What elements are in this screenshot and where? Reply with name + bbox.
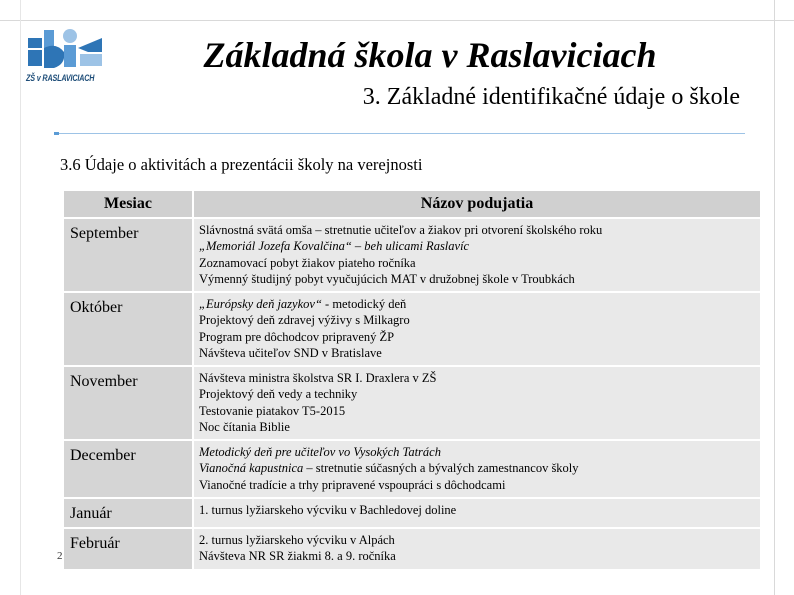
month-cell: Október — [63, 292, 193, 366]
month-cell: Január — [63, 498, 193, 528]
event-item: Metodický deň pre učiteľov vo Vysokých Tatrách — [199, 445, 441, 459]
event-item — [199, 296, 756, 312]
event-item: Testovanie piatakov T5-2015 — [199, 403, 346, 418]
event-item: Návšteva ministra školstva SR I. Draxlera v ZŠ — [199, 371, 437, 385]
month-cell: Február — [63, 528, 193, 570]
school-logo — [26, 28, 106, 90]
events-cell — [193, 440, 761, 498]
month-cell: November — [63, 366, 193, 440]
section-heading: 3.6 Údaje o aktivitách a prezentácii školy na verejnosti — [60, 155, 423, 174]
logo-icon — [26, 28, 106, 74]
event-item — [199, 460, 756, 476]
events-cell — [193, 498, 761, 528]
event-item: Návšteva učiteľov SND v Bratislave — [199, 345, 382, 360]
slide-frame-left — [20, 0, 21, 595]
events-cell — [193, 528, 761, 570]
table-header-row — [63, 190, 761, 218]
event-item: 1. turnus lyžiarskeho výcviku v Bachledovej doline — [199, 503, 457, 517]
event-item-suffix: – stretnutie súčasných a bývalých zamestnancov školy — [303, 461, 579, 476]
logo-text: ZŠ v RASLAVICIACH — [26, 73, 95, 83]
table-row-oktober — [63, 292, 761, 366]
table-row-januar — [63, 498, 761, 528]
event-item: „Memoriál Jozefa Kovalčina“ – beh ulicami Raslavíc — [199, 239, 470, 254]
event-item: Noc čítania Biblie — [199, 419, 290, 434]
event-item: Výmenný študijný pobyt vyučujúcich MAT v družobnej škole v Troubkách — [199, 271, 575, 286]
event-item: Projektový deň vedy a techniky — [199, 387, 358, 402]
event-item: Vianočné tradície a trhy pripravené vspoupráci s dôchodcami — [199, 477, 506, 492]
event-item: Zoznamovací pobyt žiakov piateho ročníka — [199, 255, 416, 270]
event-item: Návšteva NR SR žiakmi 8. a 9. ročníka — [199, 549, 396, 564]
column-header-event: Názov podujatia — [193, 190, 761, 218]
events-table — [62, 189, 762, 571]
table-row-september — [63, 218, 761, 292]
table-row-februar — [63, 528, 761, 570]
events-cell — [193, 366, 761, 440]
event-item: Program pre dôchodcov pripravený ŽP — [199, 329, 395, 344]
events-cell — [193, 292, 761, 366]
column-header-month: Mesiac — [63, 190, 193, 218]
table-row-december — [63, 440, 761, 498]
event-item-highlight: „Európsky deň jazykov“ — [199, 297, 322, 311]
event-item: 2. turnus lyžiarskeho výcviku v Alpách — [199, 533, 395, 547]
slide-frame-right — [774, 0, 775, 595]
header-divider — [55, 133, 745, 134]
slide-frame-top — [0, 0, 794, 21]
event-item-suffix: - metodický deň — [321, 297, 407, 311]
side-bullet: 2 — [57, 550, 63, 562]
event-item-highlight: Vianočná kapustnica — [199, 461, 304, 476]
events-cell — [193, 218, 761, 292]
page-subtitle: 3. Základné identifikačné údaje o škole — [362, 84, 740, 110]
month-cell: September — [63, 218, 193, 292]
table-row-november — [63, 366, 761, 440]
divider-bullet — [54, 132, 59, 135]
month-cell: December — [63, 440, 193, 498]
event-item: Slávnostná svätá omša – stretnutie učiteľov a žiakov pri otvorení školského roku — [199, 223, 603, 237]
event-item: Projektový deň zdravej výživy s Milkagro — [199, 313, 410, 328]
page-title: Základná škola v Raslaviciach — [203, 35, 657, 75]
